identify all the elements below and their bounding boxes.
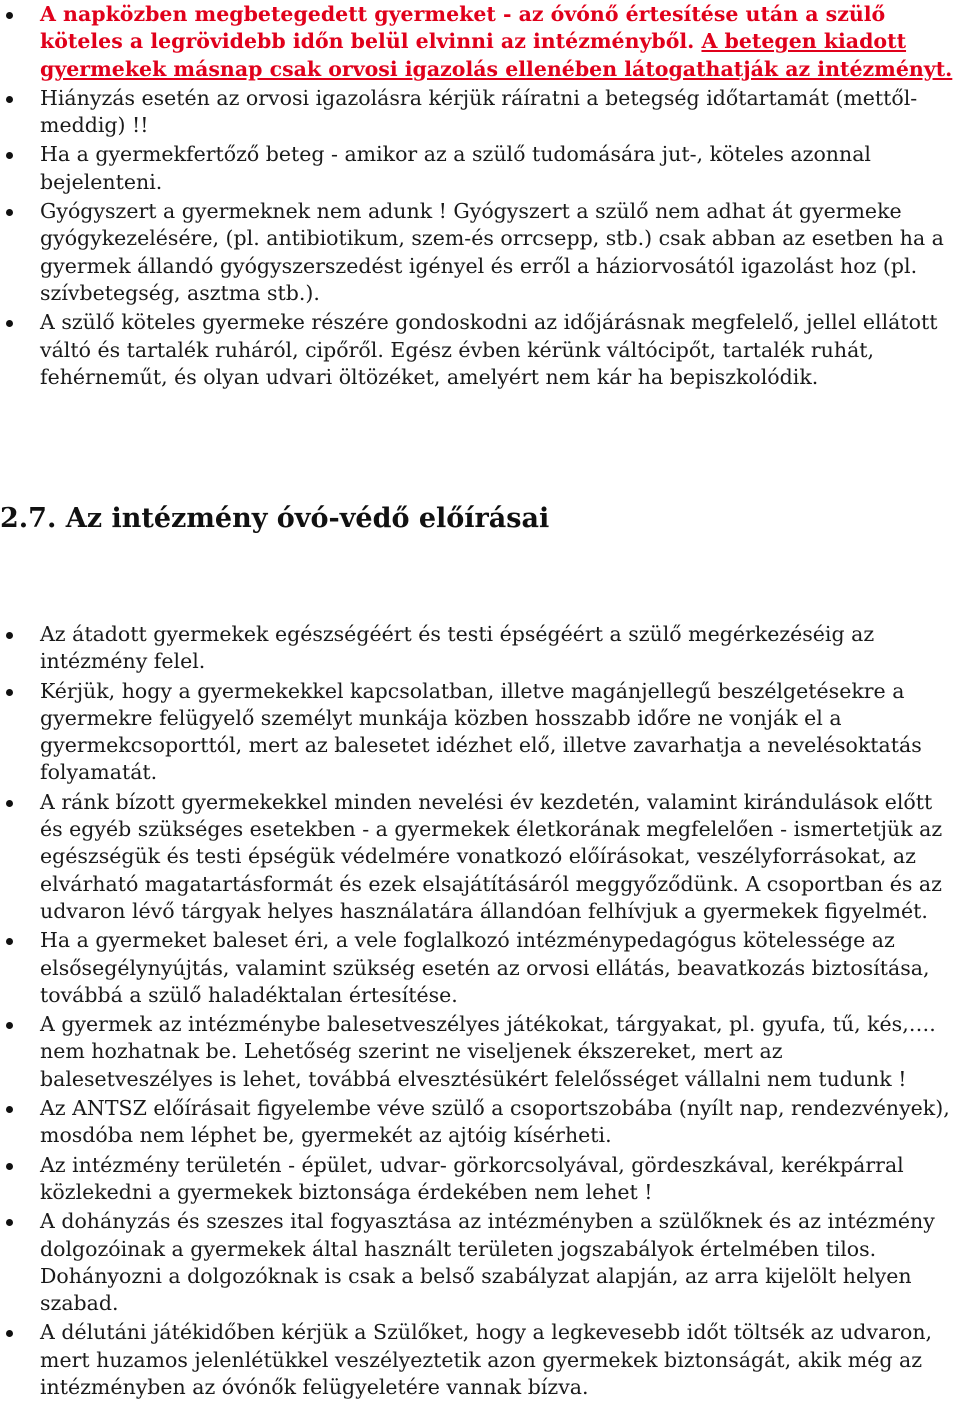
bullet-icon — [6, 632, 13, 639]
list-item — [0, 309, 960, 391]
list-item-text: Az ANTSZ előírásait figyelembe véve szülő a csoportszobába (nyílt nap, rendezvények), mosdóba nem léphet be, gyermekét az ajtóig kísérheti. — [40, 1096, 950, 1148]
bullet-icon — [6, 152, 13, 159]
list-item-text: A szülő köteles gyermeke részére gondoskodni az időjárásnak megfelelő, jellel ellátott váltó és tartalék ruháról, cipőről. Egész évben kérünk váltócipőt, tartalék ruhát, fehérneműt, és olyan udvari öltözéket, amelyért nem kár ha bepiszkolódik. — [40, 310, 938, 389]
bullet-icon — [6, 938, 13, 945]
list-item-text: A ránk bízott gyermekekkel minden nevelési év kezdetén, valamint kirándulások előtt és egyéb szükséges esetekben - a gyermekek életkorának megfelelően - ismertetjük az egészségük és testi épségük védelmére vonatkozó előírásokat, veszélyforrásokat, az elvárható magatartásformát és ezek elsajátításáról meggyőződünk. A csoportban és az udvaron lévő tárgyak helyes használatára állandóan felhívjuk a gyermekek figyelmét. — [40, 789, 943, 923]
list-item-text: Kérjük, hogy a gyermekekkel kapcsolatban, illetve magánjellegű beszélgetésekre a gyermekre felügyelő személyt munkája közben hosszabb időre ne vonják el a gyermekcsoporttól, mert az balesetet idézhet elő, illetve zavarhatja a nevelésoktatás folyamatát. — [40, 678, 922, 785]
bullet-icon — [6, 1022, 13, 1029]
rules-list-protection — [0, 621, 960, 1403]
list-item — [0, 1319, 960, 1401]
list-item — [0, 141, 960, 196]
list-item — [0, 621, 960, 676]
list-item-text: A gyermek az intézménybe balesetveszélyes játékokat, tárgyakat, pl. gyufa, tű, kés,…. nem hozhatnak be. Lehetőség szerint ne viseljenek ékszereket, mert az balesetveszélyes is lehet, továbbá elvesztésükért felelősséget vállalni nem tudunk ! — [40, 1012, 936, 1091]
warning-text-underlined: A betegen kiadott gyermekek másnap csak orvosi igazolás ellenében látogathatják az intézményt. — [40, 29, 953, 81]
bullet-icon — [6, 320, 13, 327]
list-item — [0, 1152, 960, 1207]
list-item — [0, 927, 960, 1009]
list-item — [0, 1208, 960, 1317]
bullet-icon — [6, 689, 13, 696]
list-item — [0, 85, 960, 140]
bullet-icon — [6, 1330, 13, 1337]
list-item-text: Az intézmény területén - épület, udvar- görkorcsolyával, gördeszkával, kerékpárral közlekedni a gyermekek biztonsága érdekében nem lehet ! — [40, 1152, 904, 1204]
list-item — [0, 789, 960, 925]
list-item — [0, 1095, 960, 1150]
bullet-icon — [6, 1219, 13, 1226]
list-item — [0, 198, 960, 307]
section-heading: 2.7. Az intézmény óvó-védő előírásai — [0, 503, 550, 534]
bullet-icon — [6, 12, 13, 19]
warning-text: A napközben megbetegedett gyermeket - az óvónő értesítése után a szülő köteles a legrövidebb időn belül elvinni az intézményből. — [40, 2, 886, 54]
list-item — [0, 1, 960, 83]
list-item — [0, 678, 960, 787]
list-item-text: Ha a gyermekfertőző beteg - amikor az a szülő tudomására jut-, köteles azonnal bejelenteni. — [40, 142, 871, 194]
list-item — [0, 1011, 960, 1093]
list-item-text: A dohányzás és szeszes ital fogyasztása az intézményben a szülőknek és az intézmény dolgozóinak a gyermekek által használt területen jogszabályok értelmében tilos. Dohányozni a dolgozóknak is csak a belső szabályzat alapján, az arra kijelölt helyen szabad. — [40, 1209, 935, 1316]
rules-list-illness — [0, 1, 960, 393]
list-item-text: Gyógyszert a gyermeknek nem adunk ! Gyógyszert a szülő nem adhat át gyermeke gyógykezelésére, (pl. antibiotikum, szem-és orrcsepp, stb.) csak abban az esetben ha a gyermek állandó gyógyszerszedést igényel és erről a háziorvosától igazolást hoz (pl. szívbetegség, asztma stb.). — [40, 199, 944, 305]
list-item-text: Az átadott gyermekek egészségéért és testi épségéért a szülő megérkezéséig az intézmény felel. — [40, 622, 875, 674]
list-item-text: Ha a gyermeket baleset éri, a vele foglalkozó intézménypedagógus kötelessége az elsősegélynyújtás, valamint szükség esetén az orvosi ellátás, beavatkozás biztosítása, továbbá a szülő haladéktalan értesítése. — [40, 928, 930, 1007]
list-item-text: Hiányzás esetén az orvosi igazolásra kérjük ráíratni a betegség időtartamát (mettől-meddig) !! — [40, 85, 918, 138]
bullet-icon — [6, 96, 13, 103]
bullet-icon — [6, 800, 13, 807]
bullet-icon — [6, 209, 13, 216]
list-item-text: A délutáni játékidőben kérjük a Szülőket, hogy a legkevesebb időt töltsék az udvaron, mert huzamos jelenlétükkel veszélyeztetik azon gyermekek biztonságát, akik még az intézményben az óvónők felügyeletére vannak bízva. — [40, 1320, 933, 1400]
bullet-icon — [6, 1163, 13, 1170]
bullet-icon — [6, 1106, 13, 1113]
